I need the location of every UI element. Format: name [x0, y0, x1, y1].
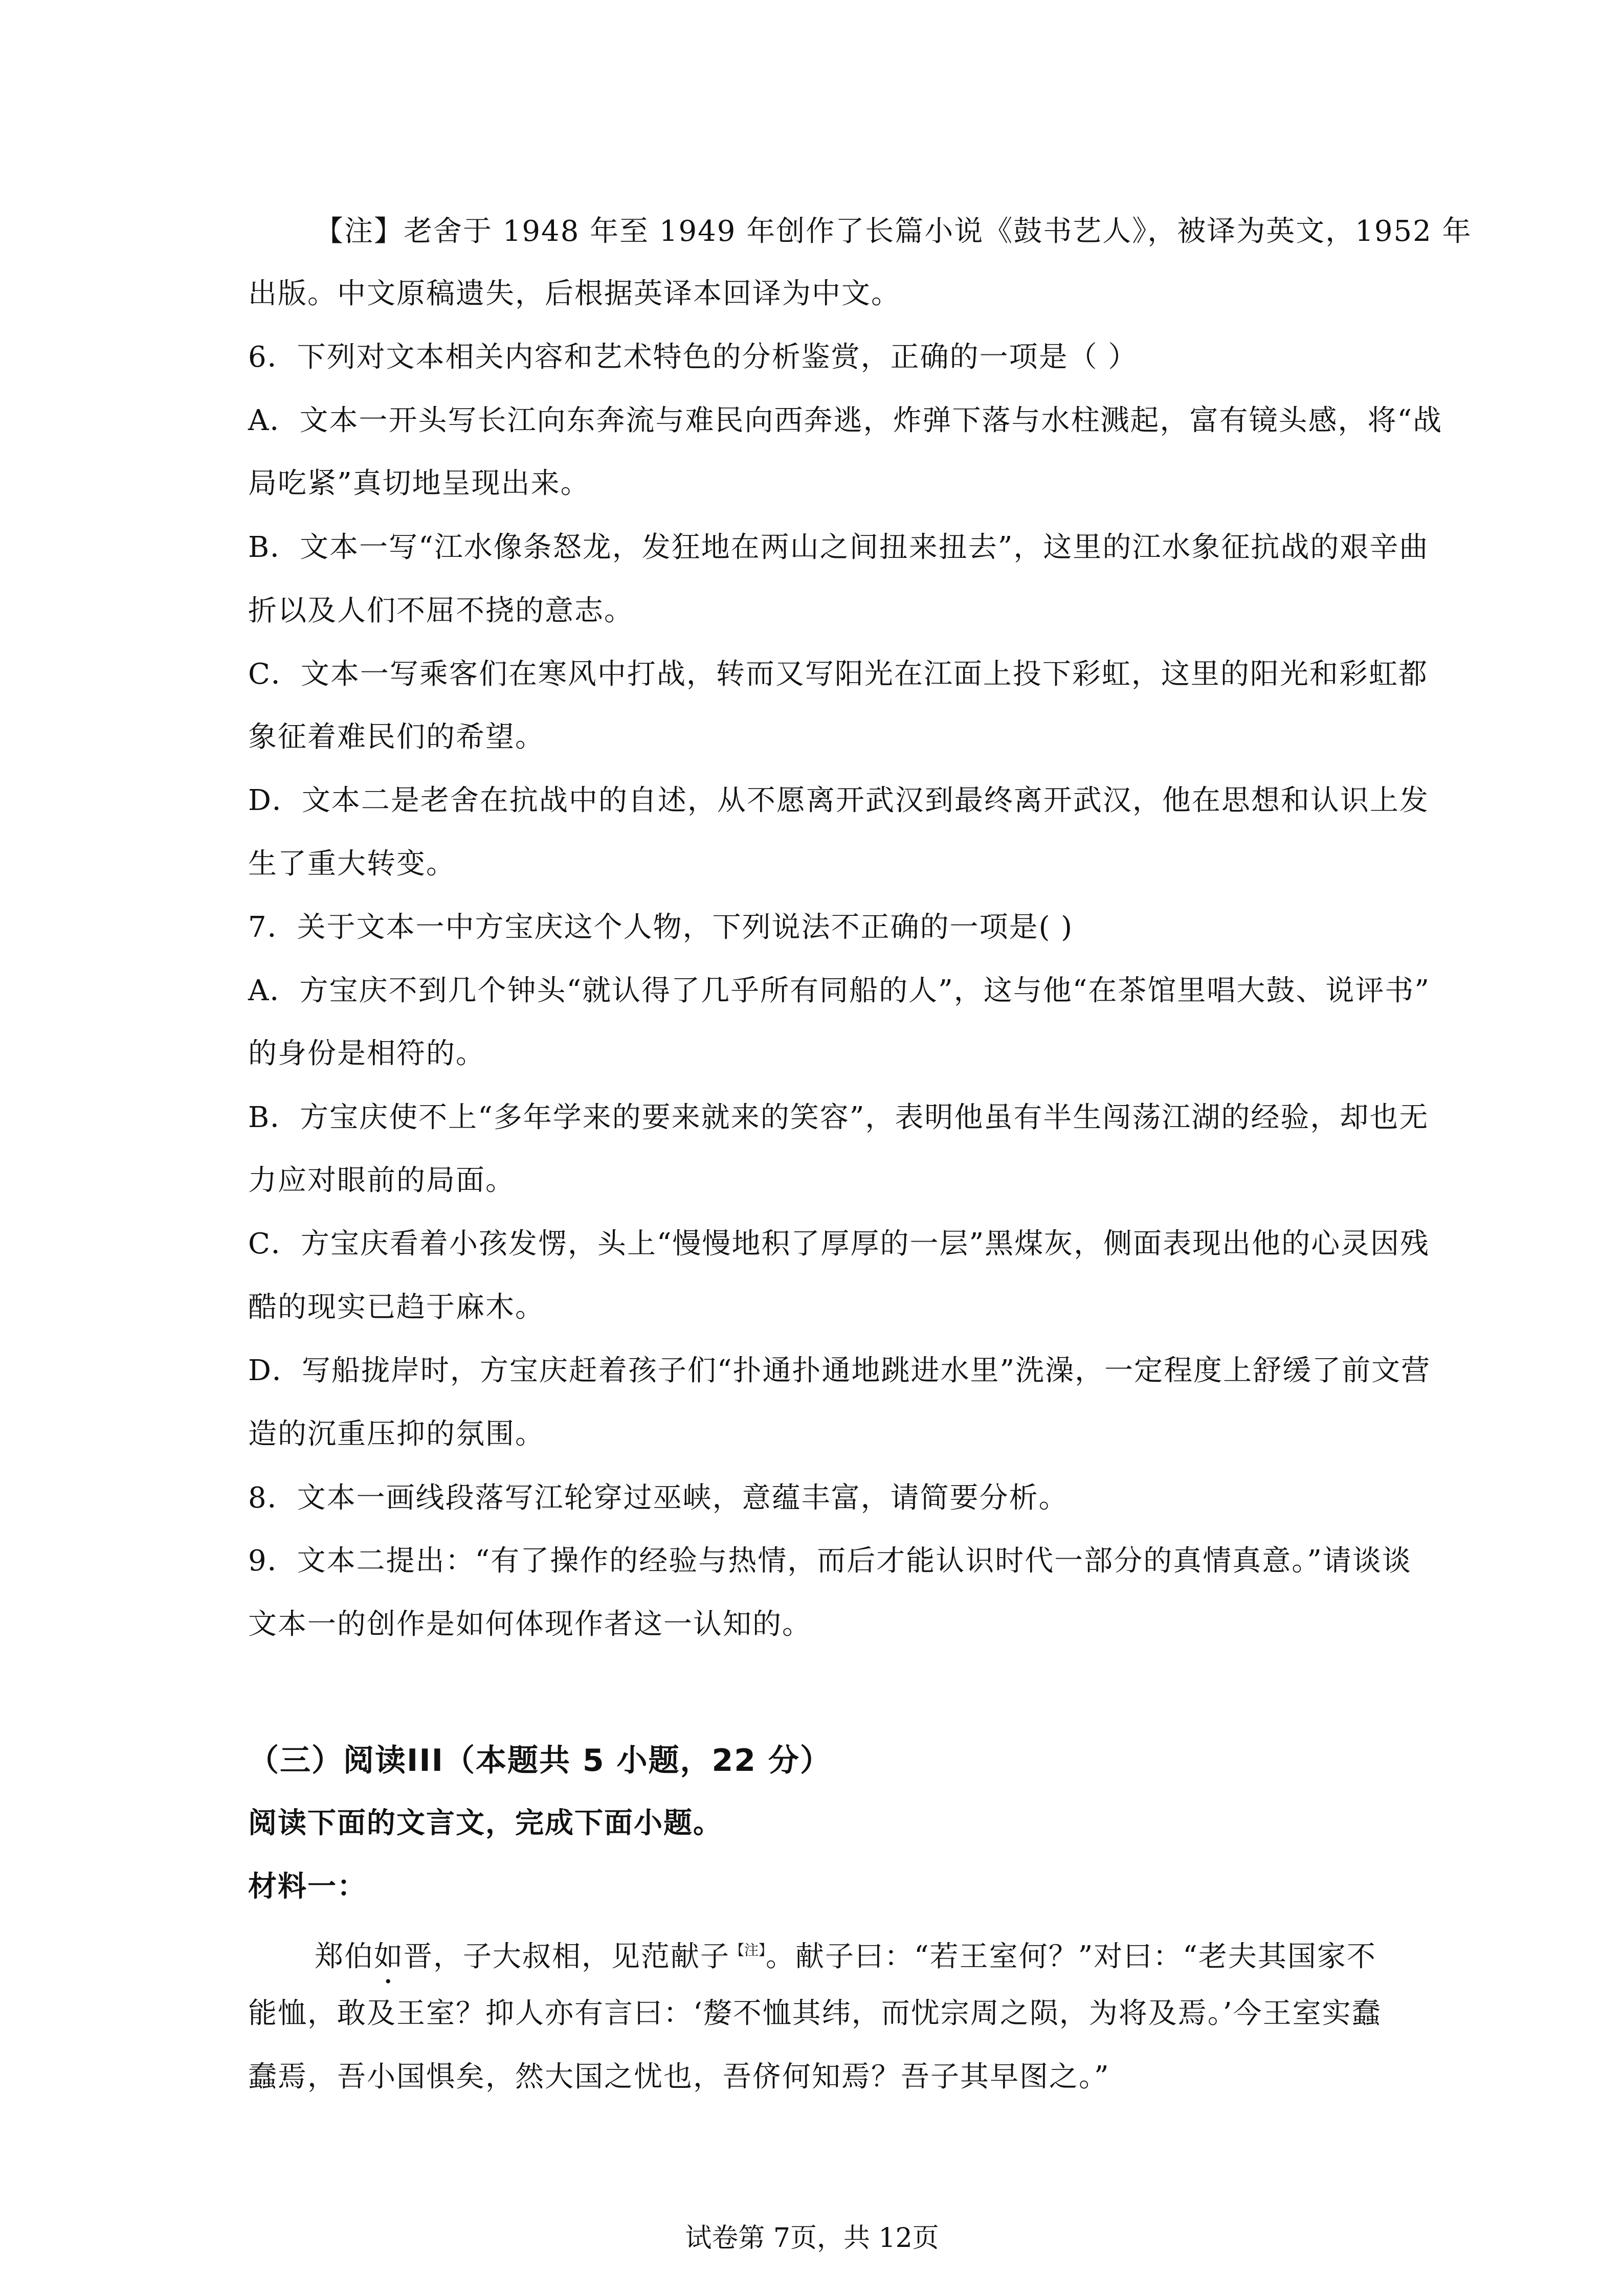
question-7-option-d-line-1: D．写船拢岸时，方宝庆赶着孩子们“扑通扑通地跳进水里”洗澡，一定程度上舒缓了前文营: [248, 1354, 1431, 1387]
text-span: 。献子曰：“若王室何？”对曰：“老夫其国家不: [766, 1940, 1376, 1973]
material-1-label: 材料一：: [248, 1870, 367, 1903]
material-1-paragraph-line-3: 蠢焉，吾小国惧矣，然大国之忧也，吾侪何知焉？吾子其早图之。”: [248, 2060, 1110, 2094]
note-line-2: 出版。中文原稿遗失，后根据英译本回译为中文。: [248, 277, 901, 310]
question-6-option-d-line-2: 生了重大转变。: [248, 847, 456, 881]
question-6-stem: 6．下列对文本相关内容和艺术特色的分析鉴赏，正确的一项是（ ）: [248, 341, 1138, 374]
question-6-option-a-line-2: 局吃紧”真切地呈现出来。: [248, 467, 590, 500]
question-6-option-a-line-1: A．文本一开头写长江向东奔流与难民向西奔逃，炸弹下落与水柱溅起，富有镜头感，将“战: [248, 404, 1443, 437]
section-3-title: （三）阅读III（本题共 5 小题，22 分）: [248, 1743, 832, 1779]
question-7-stem: 7．关于文本一中方宝庆这个人物，下列说法不正确的一项是( ): [248, 911, 1074, 944]
question-6-option-c-line-2: 象征着难民们的希望。: [248, 721, 545, 754]
material-1-paragraph-line-1: [315, 1932, 1450, 1990]
question-6-option-d-line-1: D．文本二是老舍在抗战中的自述，从不愿离开武汉到最终离开武汉，他在思想和认识上发: [248, 784, 1429, 817]
question-7-option-a-line-1: A．方宝庆不到几个钟头“就认得了几乎所有同船的人”，这与他“在茶馆里唱大鼓、说评书”: [248, 974, 1430, 1007]
question-8-stem: 8．文本一画线段落写江轮穿过巫峡，意蕴丰富，请简要分析。: [248, 1481, 1069, 1515]
text-span: 晋，子大叔相，见范献子: [404, 1940, 730, 1973]
question-6-option-c-line-1: C．文本一写乘客们在寒风中打战，转而又写阳光在江面上投下彩虹，这里的阳光和彩虹都: [248, 658, 1428, 691]
note-line-1: 【注】老舍于 1948 年至 1949 年创作了长篇小说《鼓书艺人》，被译为英文，1952 年: [315, 215, 1472, 248]
question-7-option-b-line-2: 力应对眼前的局面。: [248, 1164, 515, 1197]
text-span: 郑伯: [315, 1940, 374, 1973]
question-6-option-b-line-2: 折以及人们不屈不挠的意志。: [248, 594, 634, 627]
question-6-option-b-line-1: B．文本一写“江水像条怒龙，发狂地在两山之间扭来扭去”，这里的江水象征抗战的艰辛曲: [248, 531, 1429, 564]
question-7-option-c-line-1: C．方宝庆看着小孩发愣，头上“慢慢地积了厚厚的一层”黑煤灰，侧面表现出他的心灵因残: [248, 1227, 1430, 1260]
question-7-option-b-line-1: B．方宝庆使不上“多年学来的要来就来的笑容”，表明他虽有半生闯荡江湖的经验，却也无: [248, 1101, 1429, 1134]
question-9-line-1: 9．文本二提出：“有了操作的经验与热情，而后才能认识时代一部分的真情真意。”请谈谈: [248, 1544, 1412, 1578]
emphasis-dot-char: 如: [374, 1940, 404, 1973]
section-3-instruction: 阅读下面的文言文，完成下面小题。: [248, 1807, 723, 1840]
question-7-option-c-line-2: 酷的现实已趋于麻木。: [248, 1291, 545, 1324]
question-7-option-a-line-2: 的身份是相符的。: [248, 1037, 485, 1070]
question-9-line-2: 文本一的创作是如何体现作者这一认知的。: [248, 1608, 812, 1641]
page-footer: 试卷第 7页，共 12页: [685, 2223, 939, 2254]
material-1-paragraph-line-2: 能恤，敢及王室？抑人亦有言曰：‘嫠不恤其纬，而忧宗周之陨，为将及焉。’今王室实蠢: [248, 1997, 1382, 2030]
note-marker: 【注】: [730, 1942, 766, 1959]
question-7-option-d-line-2: 造的沉重压抑的氛围。: [248, 1417, 545, 1451]
